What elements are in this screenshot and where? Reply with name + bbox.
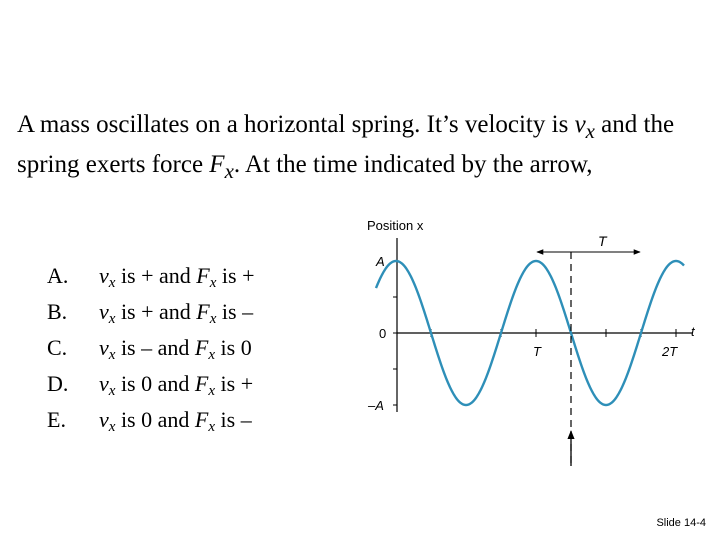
velocity-symbol: v (99, 335, 109, 360)
velocity-condition: is 0 and (115, 371, 195, 396)
choice-letter: B. (47, 299, 68, 324)
force-subscript: x (224, 159, 234, 183)
y-axis-label: Position x (367, 218, 424, 233)
velocity-condition: is – and (115, 335, 195, 360)
x-tick-label-2t: 2T (662, 344, 678, 359)
force-symbol: F (196, 263, 210, 288)
velocity-symbol: v (574, 111, 586, 138)
choice-text (99, 294, 253, 330)
question-part-2: and the spring exerts force (17, 111, 675, 178)
force-subscript: x (208, 347, 216, 363)
velocity-subscript: x (108, 275, 116, 291)
force-condition: is – (215, 407, 252, 432)
force-subscript: x (208, 419, 216, 435)
force-subscript: x (209, 311, 217, 327)
force-symbol: F (194, 407, 209, 432)
choice-text (99, 258, 255, 294)
choice-text (99, 366, 253, 402)
position-time-graph (355, 208, 705, 470)
question-text (17, 108, 697, 188)
choice-letter: A. (47, 263, 69, 288)
force-subscript: x (209, 275, 217, 291)
velocity-symbol: v (99, 263, 109, 288)
force-subscript: x (208, 383, 216, 399)
force-symbol: F (196, 299, 210, 324)
velocity-subscript: x (108, 311, 116, 327)
velocity-symbol: v (99, 407, 109, 432)
answer-choice-e[interactable] (47, 402, 255, 438)
force-symbol: F (209, 151, 225, 178)
velocity-condition: is 0 and (115, 407, 195, 432)
answer-choices (47, 258, 255, 438)
choice-text (99, 402, 252, 438)
velocity-symbol: v (99, 299, 109, 324)
force-condition: is + (215, 371, 254, 396)
choice-letter: C. (47, 335, 68, 360)
y-zero-label: 0 (379, 326, 387, 341)
answer-choice-d[interactable] (47, 366, 255, 402)
y-min-label: –A (368, 398, 384, 413)
velocity-subscript: x (108, 347, 116, 363)
force-symbol: F (194, 371, 209, 396)
choice-letter: E. (47, 407, 66, 432)
choice-letter: D. (47, 371, 69, 396)
force-condition: is 0 (215, 335, 252, 360)
velocity-subscript: x (108, 383, 116, 399)
answer-choice-b[interactable] (47, 294, 255, 330)
force-condition: is – (216, 299, 254, 324)
question-part-3: . At the time indicated by the arrow, (233, 151, 593, 178)
velocity-subscript: x (585, 119, 595, 143)
time-axis-label: t (691, 324, 695, 339)
x-tick-label-t: T (533, 344, 541, 359)
choice-text (99, 330, 252, 366)
question-part-1: A mass oscillates on a horizontal spring. It’s velocity is (17, 111, 575, 138)
velocity-condition: is + and (115, 263, 197, 288)
force-condition: is + (216, 263, 255, 288)
velocity-subscript: x (108, 419, 116, 435)
answer-choice-c[interactable] (47, 330, 255, 366)
period-label: T (598, 233, 607, 249)
y-max-label: A (376, 254, 385, 269)
force-symbol: F (194, 335, 209, 360)
answer-choice-a[interactable] (47, 258, 255, 294)
velocity-condition: is + and (115, 299, 197, 324)
slide-number: Slide 14-4 (656, 517, 706, 529)
velocity-symbol: v (99, 371, 109, 396)
